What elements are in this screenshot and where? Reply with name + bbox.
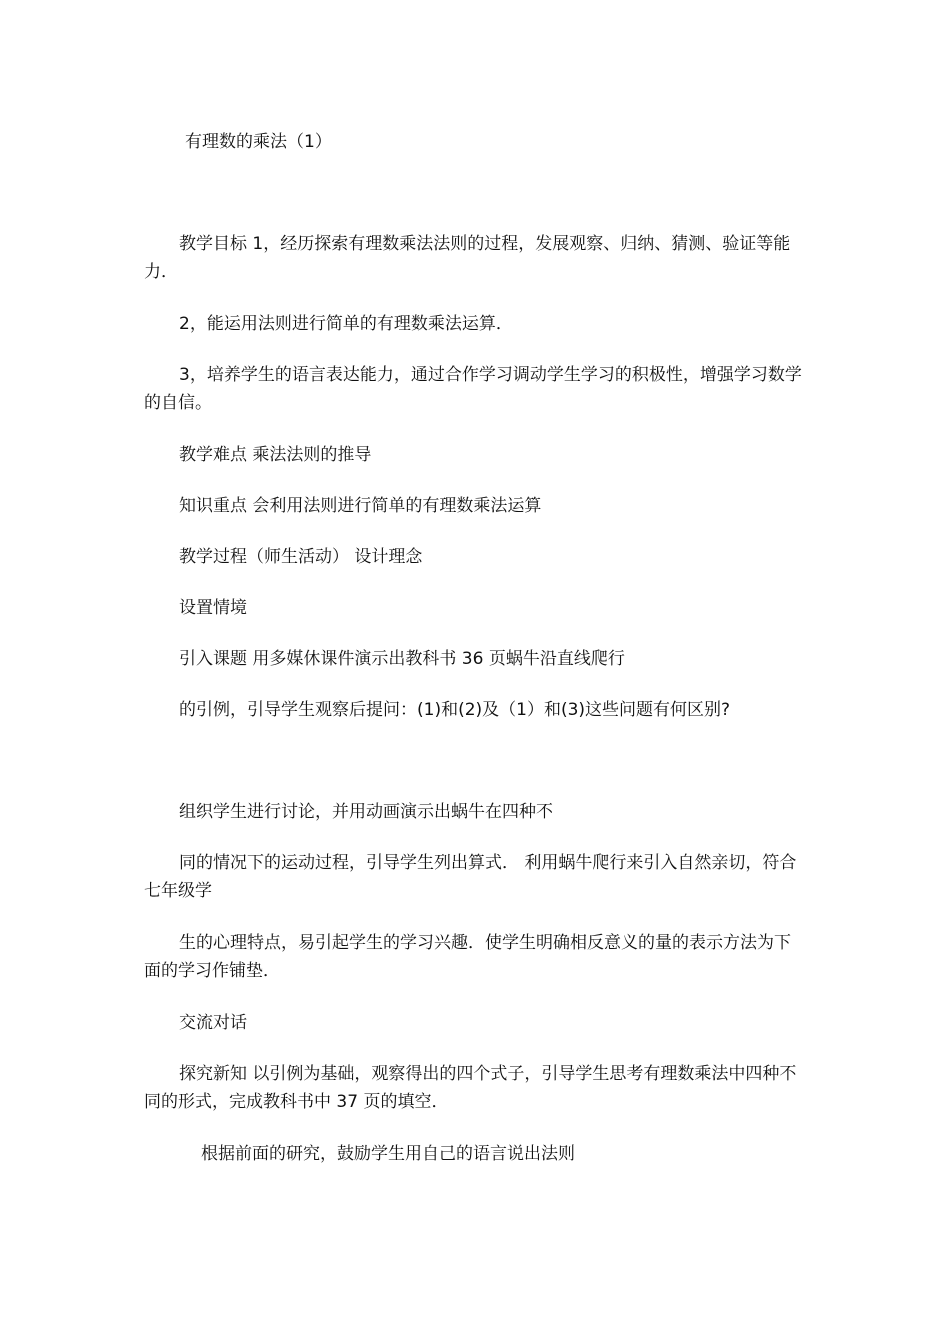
paragraph-teaching-difficulty: 教学难点 乘法法则的推导 (179, 445, 372, 465)
paragraph-exchange-dialogue: 交流对话 (179, 1013, 247, 1033)
paragraph-teaching-goal-1: 教学目标 1，经历探索有理数乘法法则的过程，发展观察、归纳、猜测、验证等能力． (144, 234, 791, 282)
paragraph-organize-discussion: 组织学生进行讨论，并用动画演示出蜗牛在四种不 (179, 802, 553, 822)
paragraph-teaching-goal-2: 2，能运用法则进行简单的有理数乘法运算． (179, 314, 513, 334)
paragraph-introduce-topic: 引入课题 用多媒休课件演示出教科书 36 页蜗牛沿直线爬行 (179, 649, 625, 669)
paragraph-set-situation: 设置情境 (179, 598, 247, 618)
document-title: 有理数的乘法（1） (185, 132, 332, 152)
paragraph-encourage-rule: 根据前面的研究，鼓励学生用自己的语言说出法则 (201, 1144, 575, 1164)
paragraph-psychology: 生的心理特点，易引起学生的学习兴趣．使学生明确相反意义的量的表示方法为下面的学习作铺垫． (144, 933, 791, 981)
paragraph-example-question: 的引例，引导学生观察后提问：(1)和(2)及（1）和(3)这些问题有何区别? (179, 700, 731, 720)
paragraph-teaching-goal-3: 3，培养学生的语言表达能力，通过合作学习调动学生学习的积极性，增强学习数学的自信。 (144, 365, 802, 413)
paragraph-explore-new: 探究新知 以引例为基础，观察得出的四个式子，引导学生思考有理数乘法中四种不同的形式，完成教科书中 37 页的填空． (144, 1064, 797, 1112)
paragraph-motion-process: 同的情况下的运动过程，引导学生列出算式． 利用蜗牛爬行来引入自然亲切，符合七年级学 (144, 853, 797, 901)
paragraph-key-knowledge: 知识重点 会利用法则进行简单的有理数乘法运算 (179, 496, 542, 516)
paragraph-teaching-process: 教学过程（师生活动） 设计理念 (179, 547, 423, 567)
